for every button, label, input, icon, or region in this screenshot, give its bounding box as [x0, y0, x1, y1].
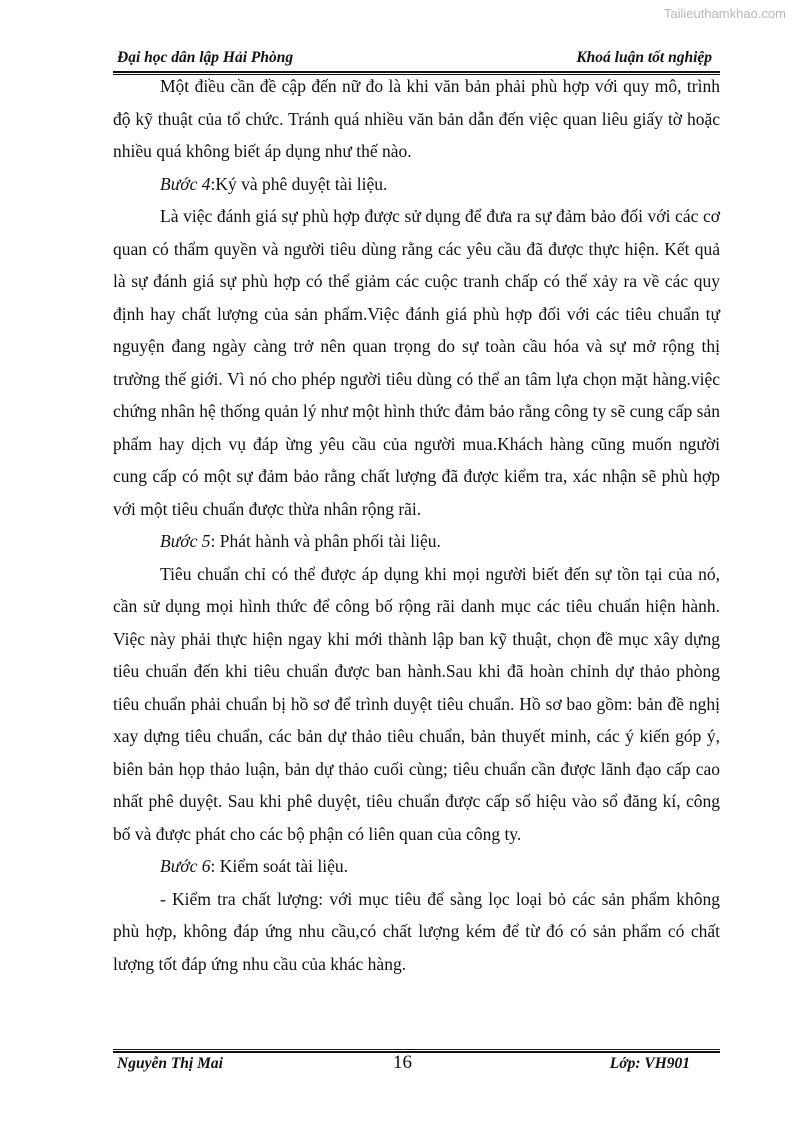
paragraph: Là việc đánh giá sự phù hợp được sử dụng để đưa ra sự đảm bảo đối với các cơ quan có thẩm quyền và người tiêu dùng rằng các yêu cầu đã được thực hiện. Kết quả là sự đánh giá sự phù hợp có thể giảm các cuộc tranh chấp có thể xảy ra về các quy định hay chất lượng của sản phẩm.Việc đánh giá phù hợp đối với các tiêu chuẩn tự nguyện đang ngày càng trở nên quan trọng do sự toàn cầu hóa và sự mở rộng thị trường thế giới. Vì nó cho phép người tiêu dùng có thể an tâm lựa chọn mặt hàng.việc chứng nhân hệ thống quản lý như một hình thức đảm bảo rằng công ty sẽ cung cấp sản phẩm hay dịch vụ đáp ừng yêu cầu của người mua.Khách hàng cũng muốn người cung cấp có một sự đảm bảo rằng chất lượng đã được kiểm tra, xác nhận sẽ phù hợp với một tiêu chuẩn được thừa nhân rộng rãi.: [113, 206, 720, 519]
step-label: Bước 6: [160, 856, 211, 876]
paragraph: Tiêu chuẩn chỉ có thể được áp dụng khi mọi người biết đến sự tồn tại của nó, cần sử dụng mọi hình thức để công bố rộng rãi danh mục các tiêu chuẩn hiện hành. Việc này phải thực hiện ngay khi mới thành lập ban kỹ thuật, chọn đề mục xây dựng tiêu chuẩn đến khi tiêu chuẩn được ban hành.Sau khi đã hoàn chỉnh dự thảo phòng tiêu chuẩn phải chuẩn bị hồ sơ để trình duyệt tiêu chuẩn. Hồ sơ bao gồm: bản đề nghị xay dựng tiêu chuẩn, các bản dự thảo tiêu chuẩn, bản thuyết minh, các ý kiến góp ý, biên bản họp thảo luận, bản dự thảo cuối cùng; tiêu chuẩn cần được lãnh đạo cấp cao nhất phê duyệt. Sau khi phê duyệt, tiêu chuẩn được cấp số hiệu vào sổ đăng kí, công bố và được phát cho các bộ phận có liên quan của công ty.: [113, 563, 720, 844]
step-heading: [113, 168, 720, 201]
step-heading: [113, 525, 720, 558]
step-label: Bước 4: [160, 173, 211, 194]
footer-class: Lớp: VH901: [609, 1055, 690, 1072]
watermark: Tailieuthamkhao.com: [663, 6, 786, 21]
body-text: [113, 70, 720, 980]
paragraph: Một điều cần đề cập đến nữ đo là khi văn bản phải phù hợp với quy mô, trình độ kỹ thuật của tổ chức. Tránh quá nhiều văn bản dẫn đến việc quan liêu giấy tờ hoặc nhiều quá không biết áp dụng như thế nào.: [113, 76, 720, 161]
header-university: Đại học dân lập Hải Phòng: [117, 49, 294, 66]
page-footer: [113, 1052, 720, 1076]
page-number: 16: [393, 1052, 412, 1073]
footer-author: Nguyễn Thị Mai: [117, 1055, 223, 1072]
header-thesis: Khoá luận tốt nghiệp: [576, 49, 712, 66]
paragraph: - Kiểm tra chất lượng: với mục tiêu để sàng lọc loại bỏ các sản phẩm không phù hợp, không đáp ứng nhu cầu,có chất lượng kém để từ đó có sản phẩm có chất lượng tốt đáp ứng nhu cầu của khác hàng.: [113, 888, 720, 974]
step-label: Bước 5: [160, 531, 211, 551]
step-heading: [113, 850, 720, 883]
step-title: :Ký và phê duyệt tài liệu.: [210, 173, 388, 194]
page-header: [113, 49, 720, 71]
step-title: : Kiểm soát tài liệu.: [210, 856, 349, 876]
step-title: : Phát hành và phân phối tài liệu.: [210, 531, 441, 551]
footer-rule-thin: [113, 1049, 720, 1050]
